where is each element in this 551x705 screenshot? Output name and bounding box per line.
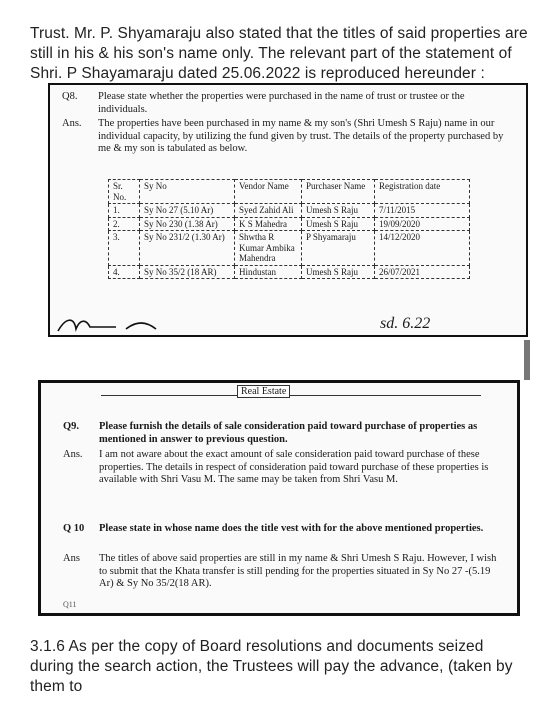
cell: 3. (109, 231, 140, 266)
answer-text: The titles of above said properties are still in my name & Shri Umesh S Raju. However, I wish to submit that the Khata transfer is still pending for the properties situated in Sy No 27 -(5.19 Ar) & Sy No 35/2(18 AR). (99, 553, 497, 589)
cell: Shwtha R Kumar Ambika Mahendra (235, 231, 302, 266)
cell: Umesh S Raju (302, 204, 375, 218)
question-text: Please state whether the properties were purchased in the name of trust or trustee or the individuals. (98, 91, 465, 115)
real-estate-label: Real Estate (237, 385, 290, 398)
col-header: Sy No (140, 180, 235, 204)
cell: 1. (109, 204, 140, 218)
intro-paragraph: Trust. Mr. P. Shyamaraju also stated that the titles of said properties are still in his & his son's name only. The relevant part of the statement of Shri. P Shayamaraju dated 25.06.2022 is reproduced hereunder : (30, 24, 528, 82)
cell: 7/11/2015 (375, 204, 470, 218)
question-tag: Q8. (62, 91, 78, 102)
statement-excerpt-q9-q10 (38, 380, 520, 616)
answer-tag: Ans (63, 553, 80, 564)
outro-paragraph: 3.1.6 As per the copy of Board resolutions and documents seized during the search action, the Trustees will pay the advance, (taken by them to (30, 637, 513, 695)
table-header-row (109, 180, 470, 204)
table-row (109, 265, 470, 279)
table-row (109, 217, 470, 231)
cell: Sy No 230 (1.38 Ar) (140, 217, 235, 231)
question-text: Please furnish the details of sale consideration paid toward purchase of properties as mentioned in answer to previous question. (99, 421, 478, 445)
cell: 4. (109, 265, 140, 279)
signature-scribble (56, 315, 176, 335)
cell: 19/09/2020 (375, 217, 470, 231)
answer-tag: Ans. (63, 449, 83, 460)
cell: Syed Zahid Ali (235, 204, 302, 218)
cell: K S Mahedra (235, 217, 302, 231)
cell: Sy No 35/2 (18 AR) (140, 265, 235, 279)
cell: Umesh S Raju (302, 265, 375, 279)
cell: Sy No 231/2 (1.30 Ar) (140, 231, 235, 266)
cell: 14/12/2020 (375, 231, 470, 266)
header-rule (101, 395, 481, 396)
col-header: Purchaser Name (302, 180, 375, 204)
cell: P Shyamaraju (302, 231, 375, 266)
col-header: Registration date (375, 180, 470, 204)
question-11-fragment: Q11 (63, 600, 77, 609)
answer-text: I am not aware about the exact amount of sale consideration paid toward purchase of these properties. The details in respect of consideration paid toward purchase of these properties is available with Shri Vasu M. The same may be taken from Shri Vasu M. (99, 449, 489, 485)
scan-edge (524, 340, 530, 380)
cell: 26/07/2021 (375, 265, 470, 279)
answer-tag: Ans. (62, 118, 82, 129)
cell: Umesh S Raju (302, 217, 375, 231)
property-table (108, 179, 470, 279)
table-row (109, 231, 470, 266)
answer-text: The properties have been purchased in my name & my son's (Shri Umesh S Raju) name in our individual capacity, by utilizing the fund given by trust. The details of the property purchased by me & my son is tabulated as below. (98, 118, 504, 154)
col-header: Vendor Name (235, 180, 302, 204)
cell: 2. (109, 217, 140, 231)
cell: Hindustan (235, 265, 302, 279)
question-tag: Q 10 (63, 523, 85, 534)
cell: Sy No 27 (5.10 Ar) (140, 204, 235, 218)
question-text: Please state in whose name does the title vest with for the above mentioned properties. (99, 523, 484, 534)
statement-excerpt-q8 (48, 83, 528, 337)
question-tag: Q9. (63, 421, 80, 432)
col-header: Sr. No. (109, 180, 140, 204)
signature-date: sd. 6.22 (380, 315, 431, 332)
table-row (109, 204, 470, 218)
